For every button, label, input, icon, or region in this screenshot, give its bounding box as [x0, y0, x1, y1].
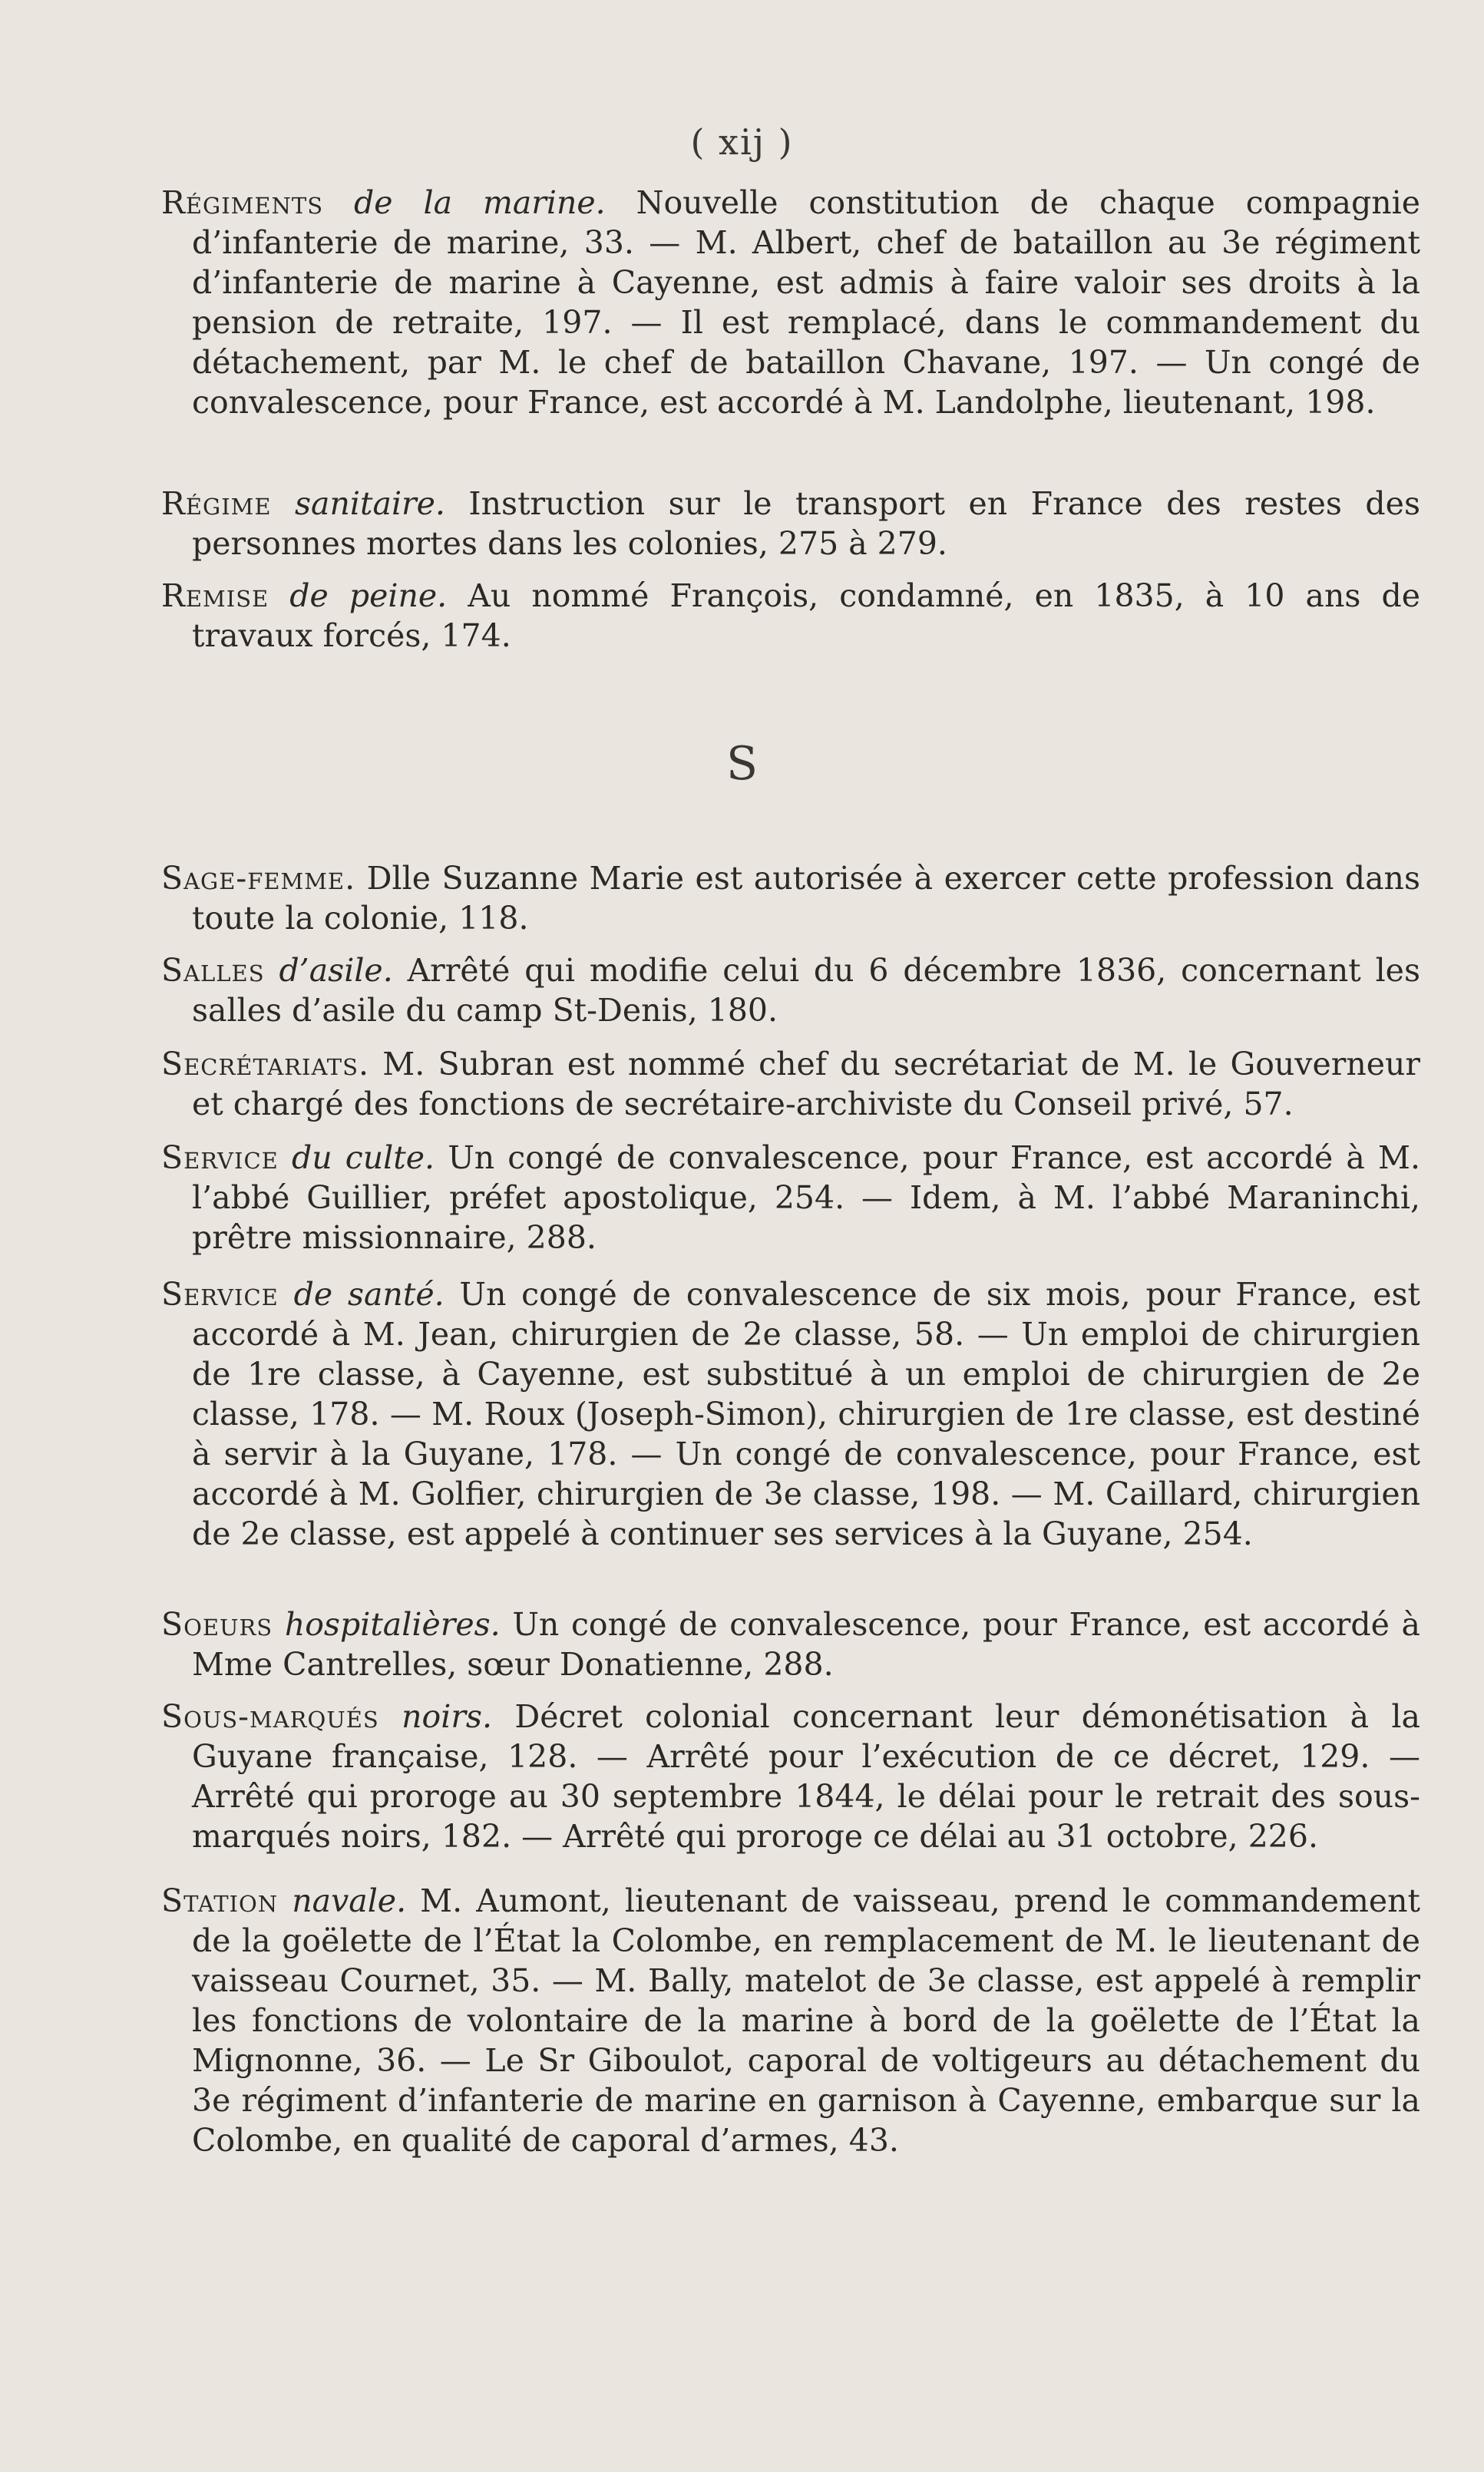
entry-heading: Service — [161, 1276, 279, 1313]
entry-heading: Sous-marqués — [161, 1698, 379, 1735]
entry-text: Nouvelle constitution de chaque compagnie d’infanterie de marine, 33. — M. Albert, chef de bataillon au 3e régiment d’infanterie de marine à Cayenne, est admis à faire valoir ses droits à la pension de retraite, 197. — Il est remplacé, dans le commandement du détachement, par M. le chef de bataillon Chavane, 197. — Un congé de convalescence, pour France, est accordé à M. Landolphe, lieutenant, 198. — [192, 184, 1420, 421]
entry-heading: Remise — [161, 577, 269, 614]
section-letter: S — [725, 737, 759, 791]
entry-heading: Service — [161, 1139, 279, 1176]
entry-heading: Régiments — [161, 184, 324, 221]
index-entry-regiments — [161, 183, 1420, 422]
entry-subheading: de santé. — [293, 1276, 445, 1313]
entry-text: M. Subran est nommé chef du secrétariat de M. le Gouverneur et chargé des fonctions de secrétaire-archiviste du Conseil privé, 57. — [192, 1046, 1420, 1122]
index-entry-sous-marques — [161, 1697, 1420, 1856]
entry-subheading: noirs. — [402, 1698, 492, 1735]
entry-text: Arrêté qui modifie celui du 6 décembre 1836, concernant les salles d’asile du camp St-Denis, 180. — [192, 952, 1420, 1029]
entry-subheading: sanitaire. — [295, 485, 445, 522]
entry-subheading: hospitalières. — [284, 1606, 501, 1643]
entry-subheading: navale. — [292, 1882, 407, 1919]
index-entry-service-sante — [161, 1274, 1420, 1554]
entry-text: Dlle Suzanne Marie est autorisée à exercer cette profession dans toute la colonie, 118. — [192, 860, 1420, 937]
entry-text: Un congé de convalescence, pour France, est accordé à M. l’abbé Guillier, préfet apostolique, 254. — Idem, à M. l’abbé Maraninchi, prêtre missionnaire, 288. — [192, 1139, 1421, 1256]
entry-heading: Soeurs — [161, 1606, 273, 1643]
entry-text: Un congé de convalescence de six mois, pour France, est accordé à M. Jean, chirurgien de 2e classe, 58. — Un emploi de chirurgien de 1re classe, à Cayenne, est substitué à un emploi de chirurgien de 2e classe, 178. — M. Roux (Joseph-Simon), chirurgien de 1re classe, est destiné à servir à la Guyane, 178. — Un congé de convalescence, pour France, est accordé à M. Golfier, chirurgien de 3e classe, 198. — M. Caillard, chirurgien de 2e classe, est appelé à continuer ses services à la Guyane, 254. — [192, 1276, 1420, 1552]
index-entry-sage-femme — [161, 858, 1420, 938]
entry-subheading: de peine. — [289, 577, 448, 614]
entry-text: Instruction sur le transport en France des restes des personnes mortes dans les colonies, 275 à 279. — [192, 485, 1420, 562]
entry-subheading: d’asile. — [279, 952, 393, 989]
index-entry-secretariats — [161, 1044, 1420, 1124]
entry-text: Un congé de convalescence, pour France, est accordé à Mme Cantrelles, sœur Donatienne, 288. — [192, 1606, 1420, 1683]
entry-subheading: du culte. — [291, 1139, 435, 1176]
index-entry-salles — [161, 950, 1420, 1030]
index-entry-regime — [161, 484, 1420, 563]
entry-text: Au nommé François, condamné, en 1835, à 10 ans de travaux forcés, 174. — [192, 577, 1420, 654]
entry-heading: Régime — [161, 485, 272, 522]
index-entry-station-navale — [161, 1881, 1420, 2160]
index-entry-service-culte — [161, 1138, 1420, 1257]
entry-text: M. Aumont, lieutenant de vaisseau, prend le commandement de la goëlette de l’État la Colombe, en remplacement de M. le lieutenant de vaisseau Cournet, 35. — M. Bally, matelot de 3e classe, est appelé à remplir les fonctions de volontaire de la marine à bord de la goëlette de l’État la Mignonne, 36. — Le Sr Giboulot, caporal de voltigeurs au détachement du 3e régiment d’infanterie de marine en garnison à Cayenne, embarque sur la Colombe, en qualité de caporal d’armes, 43. — [192, 1882, 1420, 2159]
entry-subheading: de la marine. — [354, 184, 606, 221]
entry-heading: Sage-femme. — [161, 860, 356, 897]
entry-text: Décret colonial concernant leur démonétisation à la Guyane française, 128. — Arrêté pour l’exécution de ce décret, 129. — Arrêté qui proroge au 30 septembre 1844, le délai pour le retrait des sous-marqués noirs, 182. — Arrêté qui proroge ce délai au 31 octobre, 226. — [192, 1698, 1420, 1855]
index-entry-remise — [161, 576, 1420, 656]
entry-heading: Station — [161, 1882, 279, 1919]
index-entry-soeurs — [161, 1604, 1420, 1684]
entry-heading: Secrétariats. — [161, 1046, 370, 1082]
entry-heading: Salles — [161, 952, 265, 989]
page-number: ( xij ) — [690, 121, 794, 163]
